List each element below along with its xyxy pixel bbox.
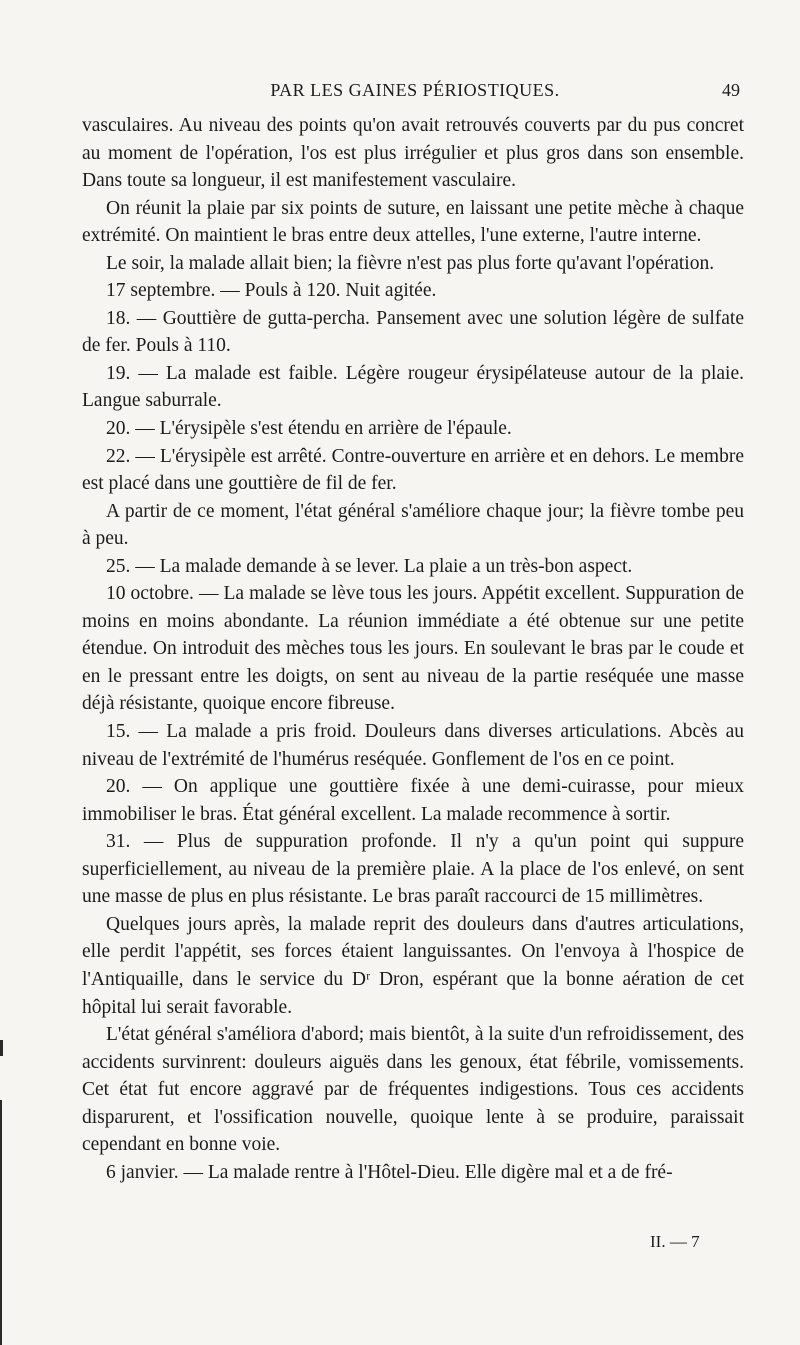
paragraph: 20. — L'érysipèle s'est étendu en arrière de l'épaule.	[106, 418, 512, 440]
paragraph: vasculaires. Au niveau des points qu'on avait retrouvés couverts par du pus concret au moment de l'opération, l'os est plus irrégulier et plus gros dans son ensemble. Dans toute sa longueur, il est manifestement vasculaire.	[82, 115, 744, 192]
paragraph: 15. — La malade a pris froid. Douleurs dans diverses articulations. Abcès au niveau de l'extrémité de l'humérus reséquée. Gonflement de l'os en ce point.	[82, 721, 744, 770]
paragraph: 10 octobre. — La malade se lève tous les jours. Appétit excellent. Suppuration de moins en moins abondante. La réunion immédiate a été obtenue sur une petite étendue. On introduit des mèches tous les jours. En soulevant le bras par le coude et en le pressant entre les doigts, on sent au niveau de la partie reséquée une masse déjà résistante, quoique encore fibreuse.	[82, 583, 744, 715]
page-number: 49	[722, 80, 740, 100]
paragraph: Quelques jours après, la malade reprit des douleurs dans d'autres articulations, elle perdit l'appétit, ses forces étaient languissantes. On l'envoya à l'hospice de l'Antiquaille, dans le service du Dʳ Dron, espérant que la bonne aération de cet hôpital lui serait favorable.	[82, 913, 744, 1018]
paragraph: 31. — Plus de suppuration profonde. Il n'y a qu'un point qui suppure superficiellement, au niveau de la première plaie. A la place de l'os enlevé, on sent une masse de plus en plus résistante. Le bras paraît raccourci de 15 millimètres.	[82, 831, 744, 908]
page-edge-mark	[0, 1040, 3, 1056]
page-header	[90, 80, 740, 108]
paragraph: 22. — L'érysipèle est arrêté. Contre-ouverture en arrière et en dehors. Le membre est placé dans une gouttière de fil de fer.	[82, 445, 744, 495]
paragraph: 17 septembre. — Pouls à 120. Nuit agitée.	[106, 280, 437, 302]
paragraph: A partir de ce moment, l'état général s'améliore chaque jour; la fièvre tombe peu à peu.	[82, 500, 744, 550]
paragraph: 20. — On applique une gouttière fixée à une demi-cuirasse, pour mieux immobiliser le bras. État général excellent. La malade recommence à sortir.	[82, 776, 744, 825]
paragraph: 6 janvier. — La malade rentre à l'Hôtel-Dieu. Elle digère mal et a de fré-	[106, 1161, 673, 1183]
page-edge-mark	[0, 1100, 2, 1345]
paragraph: 18. — Gouttière de gutta-percha. Pansement avec une solution légère de sulfate de fer. Pouls à 110.	[82, 307, 744, 357]
paragraph: On réunit la plaie par six points de suture, en laissant une petite mèche à chaque extrémité. On maintient le bras entre deux attelles, l'une externe, l'autre interne.	[82, 197, 744, 247]
paragraph: L'état général s'améliora d'abord; mais bientôt, à la suite d'un refroidissement, des accidents survinrent: douleurs aiguës dans les genoux, état fébrile, vomissements. Cet état fut encore aggravé par de fréquentes indigestions. Tous ces accidents disparurent, et l'ossification nouvelle, quoique lente à se produire, paraissait cependant en bonne voie.	[82, 1024, 744, 1156]
paragraph: 25. — La malade demande à se lever. La plaie a un très-bon aspect.	[106, 555, 633, 577]
paragraph: 19. — La malade est faible. Légère rougeur érysipélateuse autour de la plaie. Langue saburrale.	[82, 362, 744, 412]
signature-mark: II. — 7	[650, 1232, 700, 1251]
running-title: PAR LES GAINES PÉRIOSTIQUES.	[270, 80, 560, 100]
paragraph: Le soir, la malade allait bien; la fièvre n'est pas plus forte qu'avant l'opération.	[106, 252, 715, 274]
body-text	[82, 112, 744, 1186]
